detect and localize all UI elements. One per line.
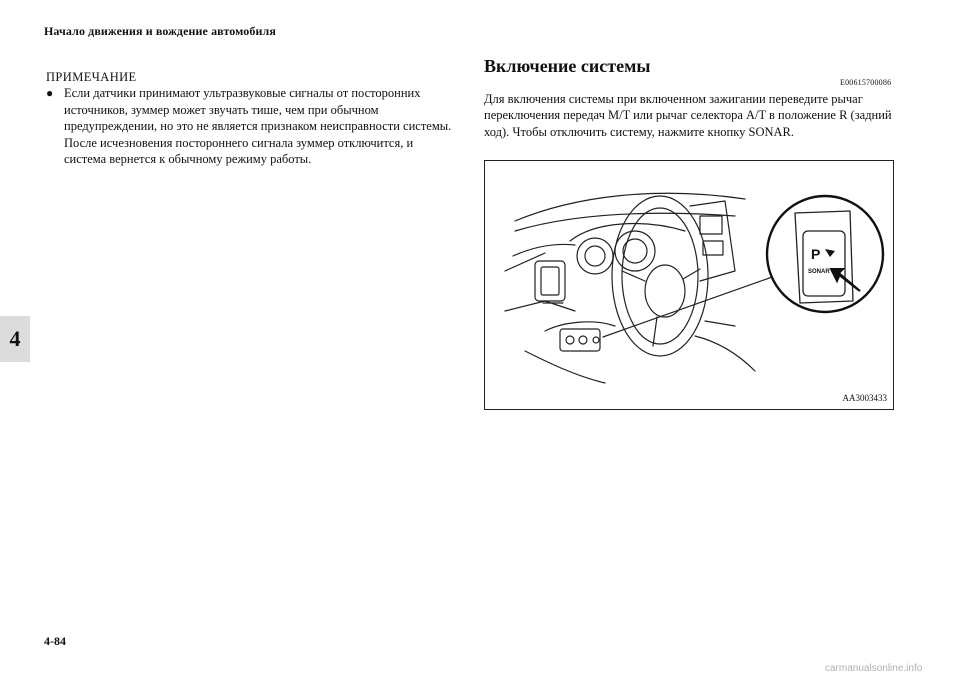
page-number: 4-84 — [44, 634, 66, 648]
note-block — [46, 69, 456, 167]
sonar-text-label: SONAR — [808, 269, 830, 275]
note-item — [46, 85, 456, 167]
chapter-number: 4 — [9, 326, 21, 351]
section-title: Включение системы — [484, 56, 651, 76]
note-title: ПРИМЕЧАНИЕ — [46, 70, 137, 84]
dashboard-illustration-icon — [485, 161, 893, 409]
figure-code: AA3003433 — [842, 393, 887, 403]
watermark: carmanualsonline.info — [825, 663, 923, 674]
running-header: Начало движения и вождение автомобиля — [44, 24, 276, 38]
sonar-button-callout — [767, 196, 883, 312]
sonar-p-label: P — [811, 246, 821, 262]
note-text: Если датчики принимают ультразвуковые сигналы от посторонних источников, зуммер может звучать тише, чем при обычном предупреждении, но это не является признаком неисправности системы. После исчезновения постороннего сигнала зуммер отключится, и система вернется к обычному режиму работы. — [64, 86, 452, 167]
dashboard-figure — [484, 160, 894, 410]
bullet-icon: ● — [46, 86, 54, 101]
chapter-tab — [0, 316, 30, 362]
section-body: Для включения системы при включенном зажигании переведите рычаг переключения передач M/T или рычаг селектора A/T в положение R (задний ход). Чтобы отключить систему, нажмите кнопку SONAR. — [484, 92, 892, 139]
section-ref-code: E00615700086 — [840, 78, 892, 87]
